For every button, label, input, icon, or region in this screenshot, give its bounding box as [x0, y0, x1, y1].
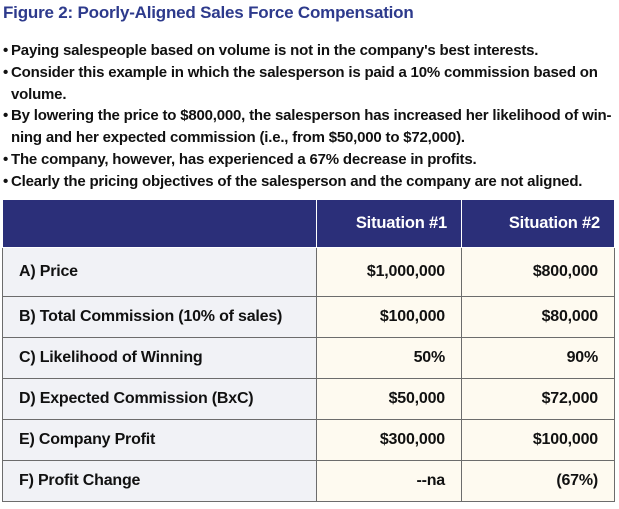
row-label: A) Price [3, 248, 317, 297]
bullet-item [3, 149, 615, 171]
situation-2-value: (67%) [462, 461, 615, 502]
header-situation-2: Situation #2 [462, 200, 615, 248]
table-row [3, 420, 615, 461]
situation-2-value: $72,000 [462, 379, 615, 420]
bullet-text: Clearly the pricing objectives of the salesperson and the company are not aligned. [11, 172, 583, 190]
bullet-item [3, 40, 615, 62]
situation-1-value: $1,000,000 [317, 248, 462, 297]
row-label: F) Profit Change [3, 461, 317, 502]
table-row [3, 297, 615, 338]
row-label: C) Likelihood of Winning [3, 338, 317, 379]
bullet-text: By lowering the price to $800,000, the salesperson has increased her likelihood of win- [11, 107, 612, 125]
row-label: D) Expected Commission (BxC) [3, 379, 317, 420]
bullet-text: The company, however, has experienced a 67% decrease in profits. [11, 150, 477, 168]
bullet-item [3, 105, 615, 149]
compensation-table [2, 199, 615, 502]
bullet-text: Consider this example in which the salesperson is paid a 10% commission based on [11, 63, 598, 81]
situation-1-value: 50% [317, 338, 462, 379]
bullet-item [3, 171, 615, 193]
situation-1-value: $50,000 [317, 379, 462, 420]
table-row [3, 379, 615, 420]
situation-1-value: $300,000 [317, 420, 462, 461]
row-label: B) Total Commission (10% of sales) [3, 297, 317, 338]
table-row [3, 338, 615, 379]
situation-2-value: $80,000 [462, 297, 615, 338]
situation-2-value: 90% [462, 338, 615, 379]
figure-title: Figure 2: Poorly-Aligned Sales Force Compensation [3, 3, 414, 22]
situation-2-value: $800,000 [462, 248, 615, 297]
table-row [3, 248, 615, 297]
situation-1-value: $100,000 [317, 297, 462, 338]
bullet-text-continuation: ning and her expected commission (i.e., from $50,000 to $72,000). [11, 129, 465, 147]
bullet-text: Paying salespeople based on volume is not in the company's best interests. [11, 42, 539, 59]
bullet-item [3, 62, 615, 106]
table-row [3, 461, 615, 502]
header-situation-1: Situation #1 [317, 200, 462, 248]
bullet-list [3, 40, 615, 193]
situation-1-value: --na [317, 461, 462, 502]
header-corner-cell [3, 200, 317, 248]
row-label: E) Company Profit [3, 420, 317, 461]
situation-2-value: $100,000 [462, 420, 615, 461]
table-header-row [3, 200, 615, 248]
bullet-text-continuation: volume. [11, 85, 67, 103]
